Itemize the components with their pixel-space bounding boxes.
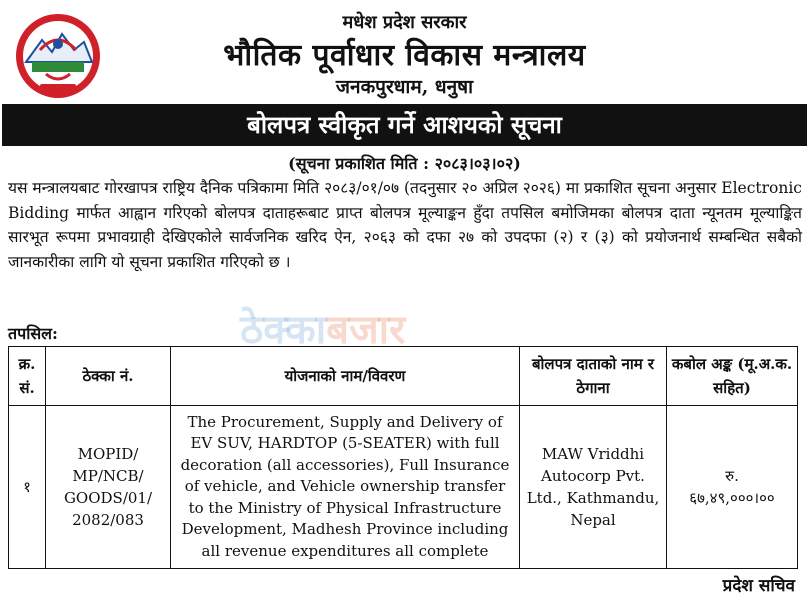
cell-description: The Procurement, Supply and Delivery of EV SUV, HARDTOP (5-SEATER) with full decoration (all accessories), Full Insurance of vehicle, and Vehicle ownership transfer to the Ministry of Physical Infrastructure Development, Madhesh Province including all revenue expenditures all complete: [171, 406, 520, 569]
award-table: [8, 346, 798, 569]
watermark-part-2: बजार: [326, 307, 406, 353]
government-name: मधेश प्रदेश सरकार: [342, 12, 467, 33]
cell-contract-no: MOPID/ MP/NCB/ GOODS/01/ 2082/083: [46, 406, 171, 569]
watermark-part-1: ठेक्का: [240, 307, 327, 353]
header-sn: क्र. सं.: [9, 347, 46, 406]
notice-body: यस मन्त्रालयबाट गोरखापत्र राष्ट्रिय दैनिक पत्रिकामा मिति २०८३/०१/०७ (तदनुसार २० अप्रिल २०२६) मा प्रकाशित सूचना अनुसार Electronic Bidding मार्फत आह्वान गरिएको बोलपत्र दाताहरूबाट प्राप्त बोलपत्र मूल्याङ्कन हुँदा तपसिल बमोजिमका बोलपत्र दाता न्यूनतम मूल्याङ्कित सारभूत रूपमा प्रभावग्राही देखिएकोले सार्वजनिक खरिद ऐन, २०६३ को दफा २७ को उपदफा (२) र (३) को प्रयोजनार्थ सम्बन्धित सबैको जानकारीका लागि यो सूचना प्रकाशित गरिएको छ ।: [8, 179, 802, 271]
cell-sn: १: [9, 406, 46, 569]
notice-title-banner: बोलपत्र स्वीकृत गर्ने आशयको सूचना: [2, 104, 807, 146]
header-description: योजनाको नाम/विवरण: [171, 347, 520, 406]
cell-amount: [667, 406, 798, 569]
schedule-label: तपसिल:: [8, 324, 58, 343]
published-date: (सूचना प्रकाशित मिति : २०८३।०३।०२): [288, 154, 521, 173]
table-header-row: [9, 347, 798, 406]
cell-bidder: MAW Vriddhi Autocorp Pvt. Ltd., Kathmandu, Nepal: [520, 406, 667, 569]
header-amount: कबोल अङ्क (मू.अ.क. सहित): [667, 347, 798, 406]
amount-currency: रु.: [725, 467, 739, 485]
ministry-location: जनकपुरधाम, धनुषा: [335, 76, 474, 98]
header-contract-no: ठेक्का नं.: [46, 347, 171, 406]
amount-value: ६७,४९,०००।००: [689, 489, 775, 507]
table-row: [9, 406, 798, 569]
signatory: प्रदेश सचिव: [722, 576, 795, 596]
ministry-name: भौतिक पूर्वाधार विकास मन्त्रालय: [223, 38, 586, 73]
header-bidder: बोलपत्र दाताको नाम र ठेगाना: [520, 347, 667, 406]
